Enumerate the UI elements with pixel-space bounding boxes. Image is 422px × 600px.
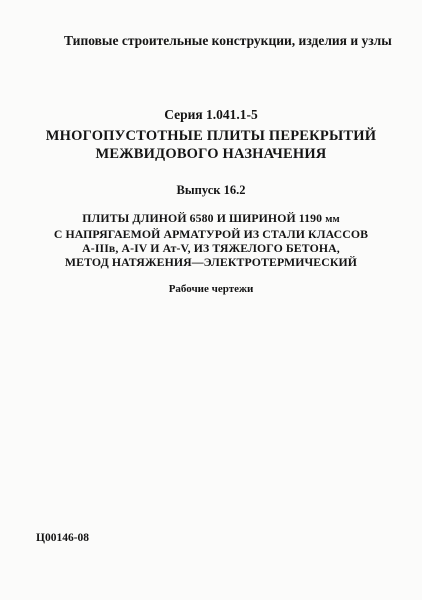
subtitle-line-4: МЕТОД НАТЯЖЕНИЯ—ЭЛЕКТРОТЕРМИЧЕСКИЙ [64, 255, 358, 269]
document-code: Ц00146-08 [36, 532, 90, 544]
issue-number: Выпуск 16.2 [176, 183, 246, 197]
document-title [0, 127, 422, 163]
subtitle-line-3: А-IIIв, А-IV И Ат-V, ИЗ ТЯЖЕЛОГО БЕТОНА, [82, 241, 340, 255]
subtitle-line-1-text: ПЛИТЫ ДЛИНОЙ 6580 И ШИРИНОЙ 1190 [82, 211, 323, 225]
subtitle-line-1 [0, 211, 422, 227]
header-text: Типовые строительные конструкции, изделия и узлы [64, 33, 392, 48]
title-line-2: МЕЖВИДОВОГО НАЗНАЧЕНИЯ [95, 146, 327, 162]
title-line-1: МНОГОПУСТОТНЫЕ ПЛИТЫ ПЕРЕКРЫТИЙ [45, 128, 377, 144]
working-drawings-label: Рабочие чертежи [168, 283, 254, 295]
subtitle-line-2: С НАПРЯГАЕМОЙ АРМАТУРОЙ ИЗ СТАЛИ КЛАССОВ [53, 227, 369, 241]
series-number: Серия 1.041.1-5 [164, 107, 258, 122]
subtitle-unit: мм [325, 214, 340, 225]
document-subtitle [0, 211, 422, 269]
